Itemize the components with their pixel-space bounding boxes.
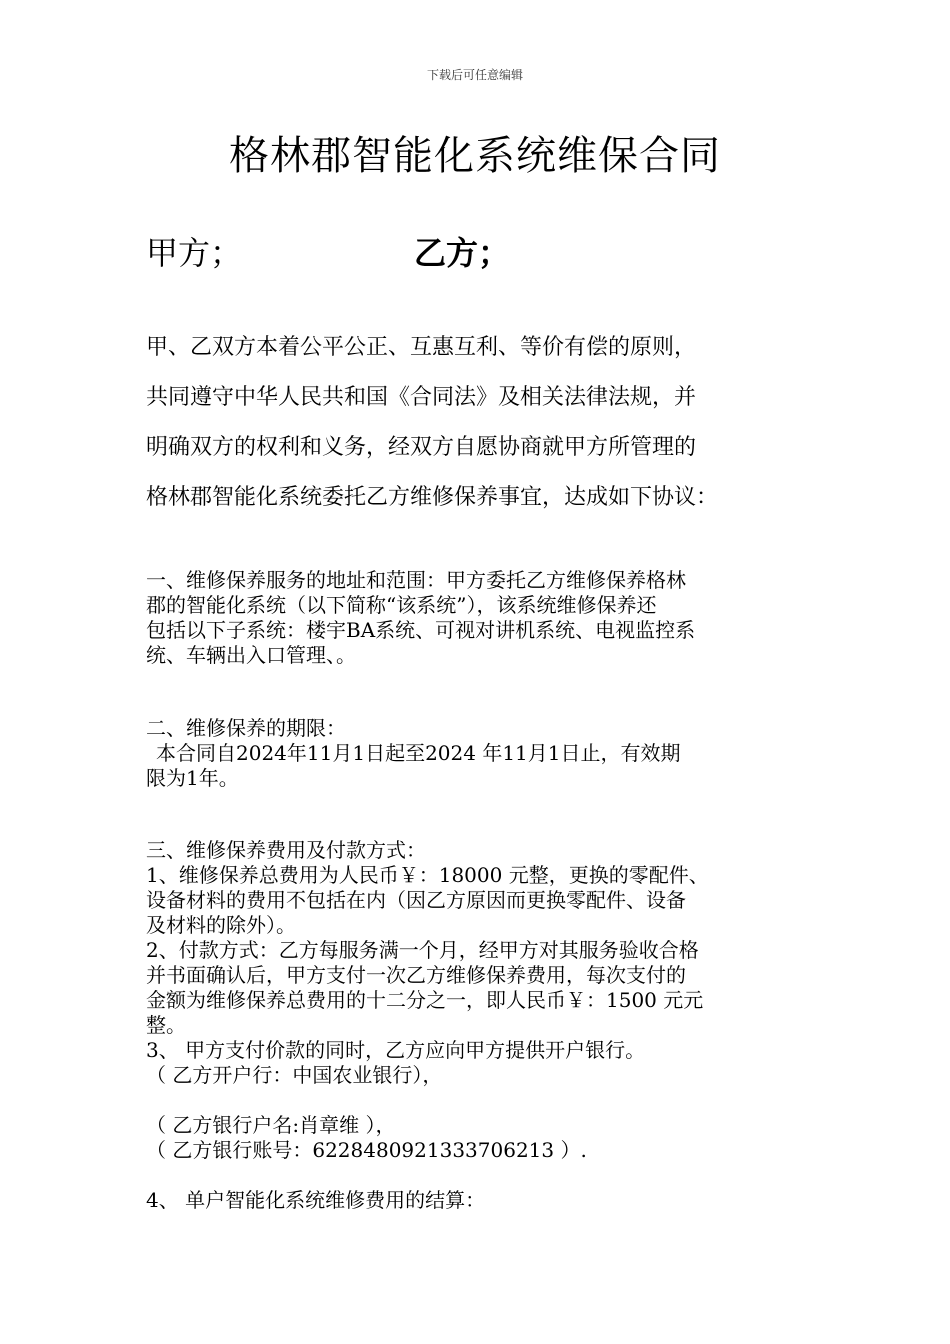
intro-line: 共同遵守中华人民共和国《合同法》及相关法律法规，并 [146,385,697,410]
section-line: 3、 甲方支付价款的同时，乙方应向甲方提供开户银行。 [146,1038,646,1062]
section-term [146,716,826,791]
party-a-label: 甲方； [146,234,243,272]
section-line: 包括以下子系统：楼宇BA系统、可视对讲机系统、电视监控系 [146,618,696,642]
section-line: 1、维修保养总费用为人民币￥：18000 元整，更换的零配件、 [146,863,709,887]
intro-line: 明确双方的权利和义务，经双方自愿协商就甲方所管理的 [146,435,697,460]
intro-line: 甲、乙双方本着公平公正、互惠互利、等价有偿的原则， [146,335,697,360]
section-heading: 二、维修保养的期限： [146,716,346,740]
parties-row [146,228,846,276]
section-line: 并书面确认后，甲方支付一次乙方维修保养费用，每次支付的 [146,963,686,987]
item-4-line: 4、 单户智能化系统维修费用的结算： [146,1188,486,1212]
document-title: 格林郡智能化系统维保合同 [229,133,721,179]
section-line: 整。 [146,1013,186,1037]
bank-name-line: （ 乙方开户行：中国农业银行）， [146,1063,443,1087]
section-heading: 三、维修保养费用及付款方式： [146,838,426,862]
party-b-label: 乙方； [414,234,511,272]
section-service-scope [146,568,826,668]
intro-line: 格林郡智能化系统委托乙方维修保养事宜，达成如下协议： [146,485,719,510]
section-line: 一、维修保养服务的地址和范围：甲方委托乙方维修保养格林 [146,568,686,592]
spacer [146,1163,826,1188]
section-line: 郡的智能化系统（以下简称“该系统”），该系统维修保养还 [146,593,657,617]
spacer [146,1088,826,1113]
section-line: 2、付款方式：乙方每服务满一个月，经甲方对其服务验收合格 [146,938,699,962]
section-line: 及材料的除外）。 [146,913,296,937]
section-fees-payment [146,838,826,1213]
bank-account-number-line: （ 乙方银行账号：6228480921333706213 ）. [146,1138,587,1162]
section-line: 金额为维修保养总费用的十二分之一，即人民币￥：1500 元元 [146,988,704,1012]
section-line: 限为1年。 [146,766,239,790]
section-line: 设备材料的费用不包括在内（因乙方原因而更换零配件、设备 [146,888,686,912]
intro-paragraph [146,328,826,528]
section-line: 本合同自2024年11月1日起至2024 年11月1日止，有效期 [156,741,681,765]
header-note: 下载后可任意编辑 [426,68,523,82]
section-line: 统、车辆出入口管理、。 [146,643,356,667]
bank-account-name-line: （ 乙方银行户名:肖章维 ）， [146,1113,396,1137]
